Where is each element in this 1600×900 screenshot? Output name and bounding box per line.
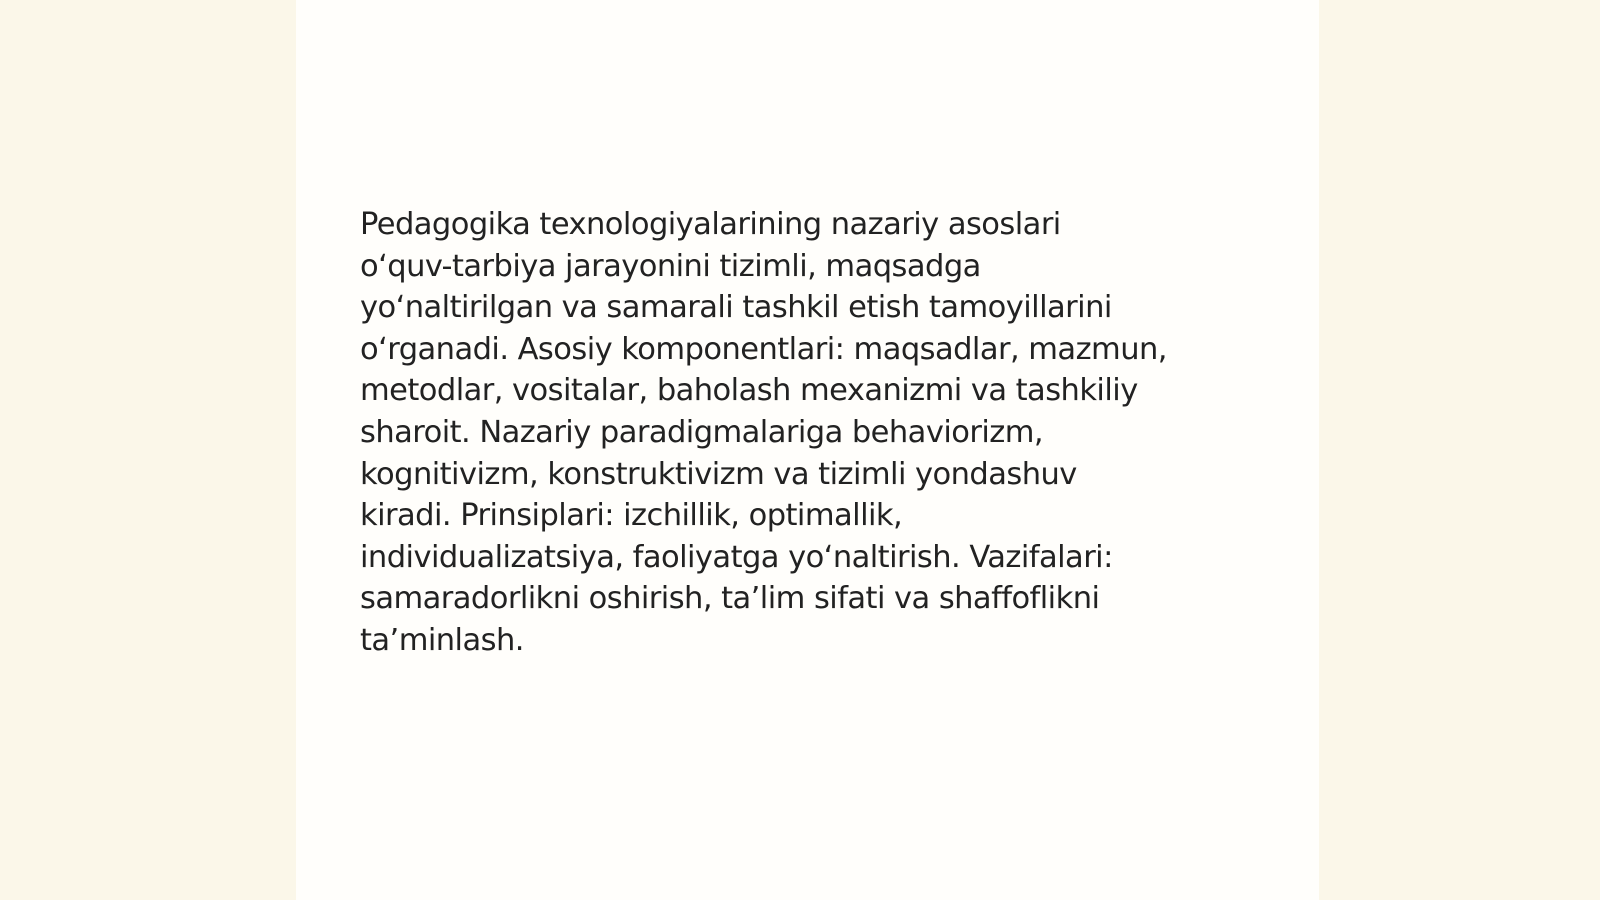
slide bbox=[296, 0, 1319, 900]
text-line: Pedagogika texnologiyalarining nazariy asoslari bbox=[360, 207, 1061, 242]
text-line: metodlar, vositalar, baholash mexanizmi va tashkiliy bbox=[360, 373, 1138, 409]
slide-body-text bbox=[360, 204, 1260, 662]
text-line: sharoit. Nazariy paradigmalariga behaviorizm, bbox=[360, 414, 1044, 450]
text-line: yo‘naltirilgan va samarali tashkil etish tamoyillarini bbox=[360, 290, 1112, 326]
text-line: kiradi. Prinsiplari: izchillik, optimallik, bbox=[360, 498, 903, 534]
text-line: ta’minlash. bbox=[360, 622, 524, 658]
text-line: samaradorlikni oshirish, ta’lim sifati va shaffoflikni bbox=[360, 581, 1100, 617]
text-line: kognitivizm, konstruktivizm va tizimli yondashuv bbox=[360, 456, 1077, 492]
text-line: individualizatsiya, faoliyatga yo‘naltirish. Vazifalari: bbox=[360, 539, 1113, 575]
text-line: o‘quv-tarbiya jarayonini tizimli, maqsadga bbox=[360, 248, 981, 284]
text-line: o‘rganadi. Asosiy komponentlari: maqsadlar, mazmun, bbox=[360, 331, 1167, 367]
